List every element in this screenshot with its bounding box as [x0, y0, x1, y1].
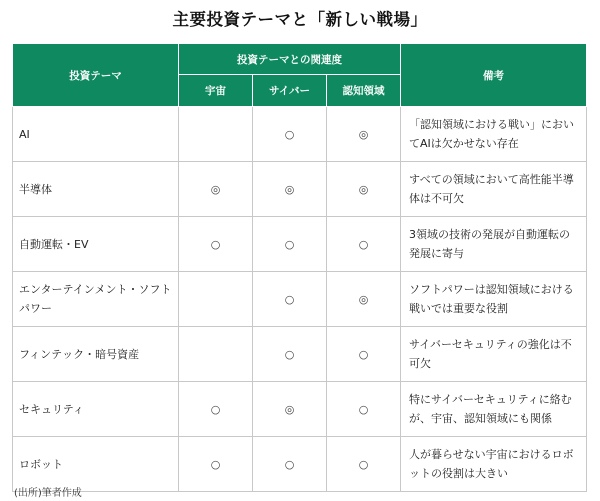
table-row	[13, 327, 587, 382]
cognitive-mark: ◎	[327, 107, 401, 162]
row-remarks: 特にサイバーセキュリティに絡むが、宇宙、認知領域にも関係	[401, 382, 587, 437]
row-theme: AI	[13, 107, 179, 162]
row-theme: セキュリティ	[13, 382, 179, 437]
table-row	[13, 272, 587, 327]
row-remarks: 人が暮らせない宇宙におけるロボットの役割は大きい	[401, 437, 587, 492]
row-theme: 自動運転・EV	[13, 217, 179, 272]
table-row	[13, 217, 587, 272]
header-remarks: 備考	[401, 44, 587, 107]
header-theme: 投資テーマ	[13, 44, 179, 107]
header-relevance: 投資テーマとの関連度	[179, 44, 401, 75]
space-mark: ○	[179, 217, 253, 272]
space-mark: ◎	[179, 162, 253, 217]
source-note: (出所)筆者作成	[14, 488, 82, 499]
space-mark	[179, 272, 253, 327]
table-title: 主要投資テーマと「新しい戦場」	[172, 10, 428, 29]
cognitive-mark: ○	[327, 437, 401, 492]
space-mark	[179, 327, 253, 382]
table-row	[13, 107, 587, 162]
row-theme: 半導体	[13, 162, 179, 217]
cognitive-mark: ○	[327, 327, 401, 382]
cognitive-mark: ○	[327, 217, 401, 272]
row-remarks: ソフトパワーは認知領域における戦いでは重要な役割	[401, 272, 587, 327]
row-remarks: 「認知領域における戦い」においてAIは欠かせない存在	[401, 107, 587, 162]
space-mark: ○	[179, 382, 253, 437]
cognitive-mark: ○	[327, 382, 401, 437]
row-theme: エンターテインメント・ソフトパワー	[13, 272, 179, 327]
space-mark: ○	[179, 437, 253, 492]
cyber-mark: ○	[253, 272, 327, 327]
cyber-mark: ◎	[253, 382, 327, 437]
row-theme: フィンテック・暗号資産	[13, 327, 179, 382]
row-remarks: すべての領域において高性能半導体は不可欠	[401, 162, 587, 217]
header-cognitive: 認知領域	[327, 75, 401, 107]
cyber-mark: ◎	[253, 162, 327, 217]
space-mark	[179, 107, 253, 162]
header-space: 宇宙	[179, 75, 253, 107]
cyber-mark: ○	[253, 327, 327, 382]
table-row	[13, 162, 587, 217]
cognitive-mark: ◎	[327, 272, 401, 327]
row-theme: ロボット	[13, 437, 179, 492]
row-remarks: サイバーセキュリティの強化は不可欠	[401, 327, 587, 382]
cyber-mark: ○	[253, 107, 327, 162]
cyber-mark: ○	[253, 437, 327, 492]
cyber-mark: ○	[253, 217, 327, 272]
cognitive-mark: ◎	[327, 162, 401, 217]
table-row	[13, 437, 587, 492]
header-cyber: サイバー	[253, 75, 327, 107]
table-row	[13, 382, 587, 437]
row-remarks: 3領域の技術の発展が自動運転の発展に寄与	[401, 217, 587, 272]
investment-theme-table	[12, 43, 587, 492]
